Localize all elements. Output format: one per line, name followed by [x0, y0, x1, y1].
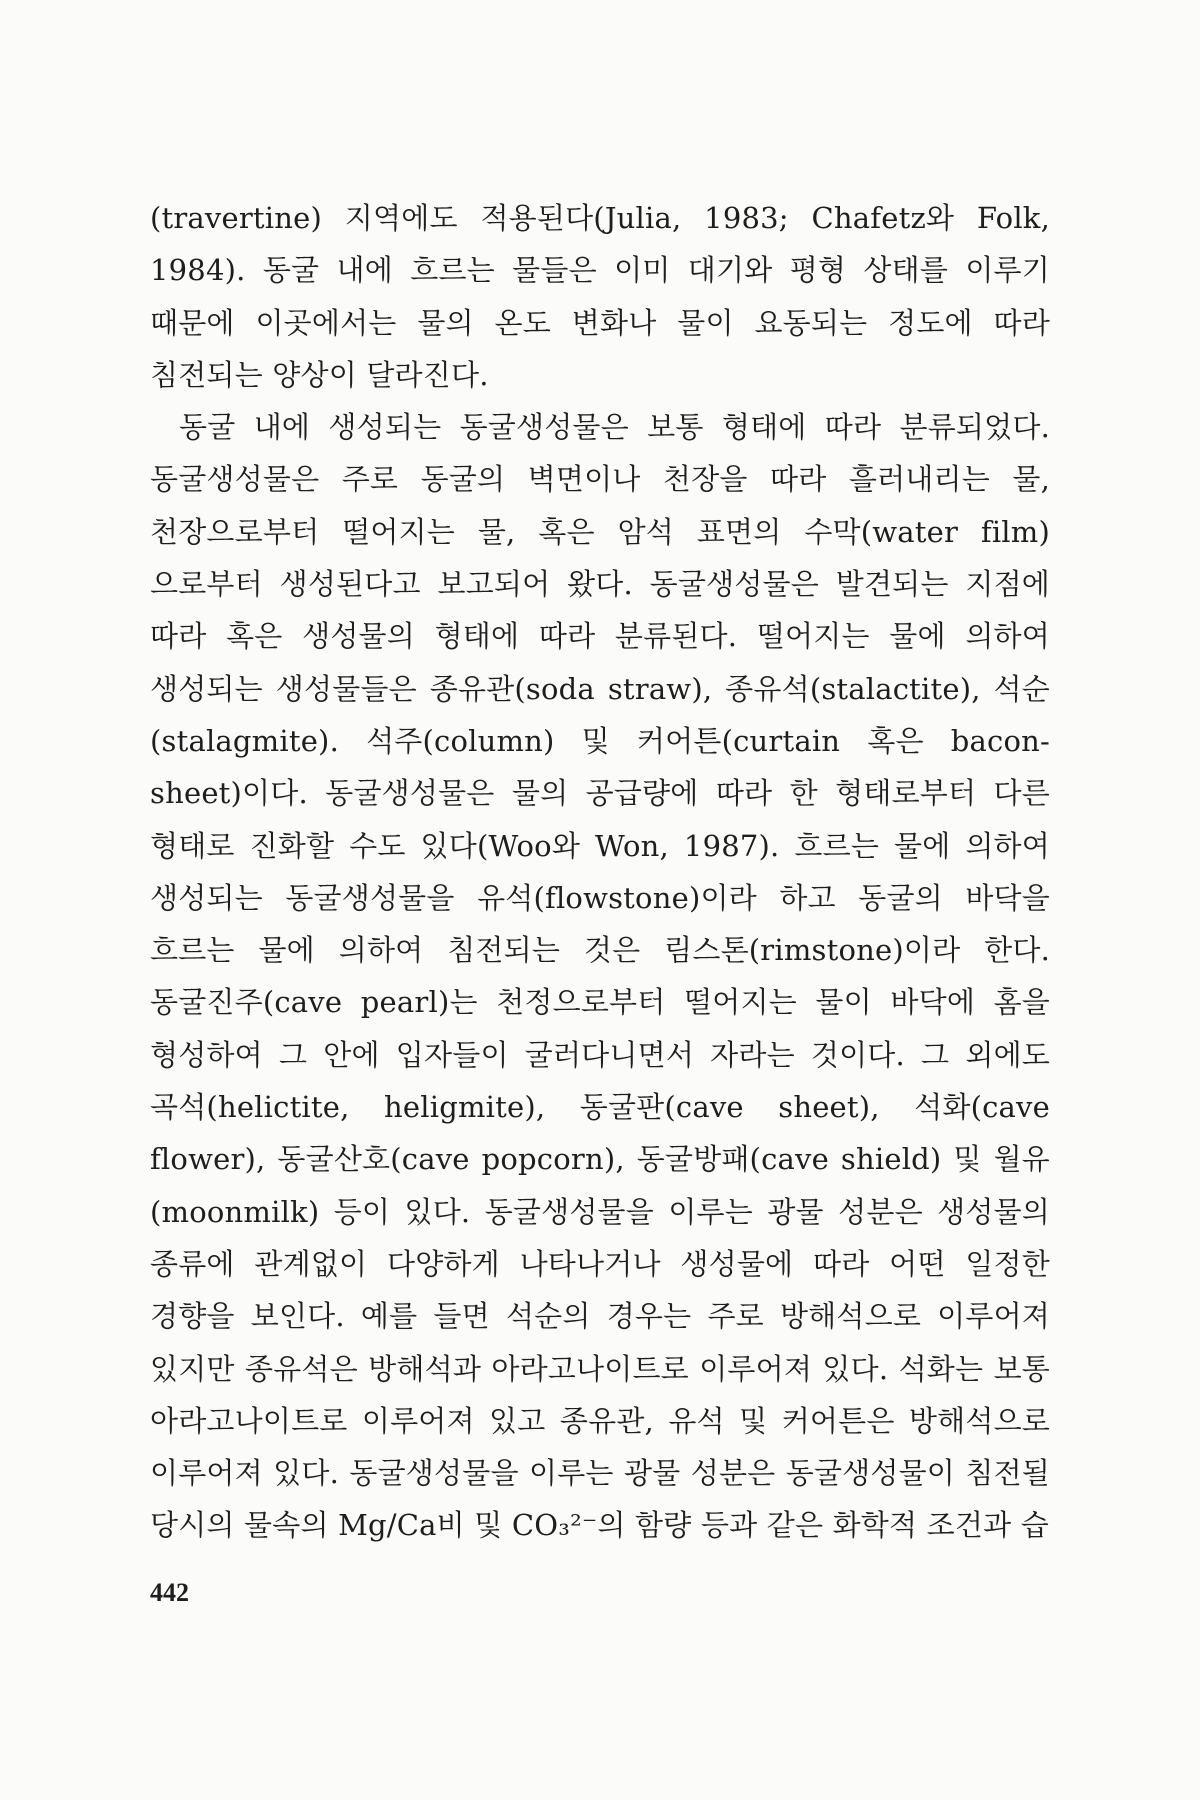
- page-number: 442: [150, 1578, 189, 1607]
- paragraph-continued: (travertine) 지역에도 적용된다(Julia, 1983; Chafetz와 Folk, 1984). 동굴 내에 흐르는 물들은 이미 대기와 평형 상태를 이루기 때문에 이곳에서는 물의 온도 변화나 물이 요동되는 정도에 따라 침전되는 양상이 달라진다.: [150, 201, 1050, 392]
- body-text: [150, 192, 1050, 1552]
- paragraph-speleothems: 동굴 내에 생성되는 동굴생성물은 보통 형태에 따라 분류되었다. 동굴생성물은 주로 동굴의 벽면이나 천장을 따라 흘러내리는 물, 천장으로부터 떨어지는 물, 혹은 암석 표면의 수막(water film)으로부터 생성된다고 보고되어 왔다. 동굴생성물은 발견되는 지점에 따라 혹은 생성물의 형태에 따라 분류된다. 떨어지는 물에 의하여 생성되는 생성물들은 종유관(soda straw), 종유석(stalactite), 석순(stalagmite). 석주(column) 및 커어튼(curtain 혹은 bacon-sheet)이다. 동굴생성물은 물의 공급량에 따라 한 형태로부터 다른 형태로 진화할 수도 있다(Woo와 Won, 1987). 흐르는 물에 의하여 생성되는 동굴생성물을 유석(flowstone)이라 하고 동굴의 바닥을 흐르는 물에 의하여 침전되는 것은 림스톤(rimstone)이라 한다. 동굴진주(cave pearl)는 천정으로부터 떨어지는 물이 바닥에 홈을 형성하여 그 안에 입자들이 굴러다니면서 자라는 것이다. 그 외에도 곡석(helictite, heligmite), 동굴판(cave sheet), 석화(cave flower), 동굴산호(cave popcorn), 동굴방패(cave shield) 및 월유(moonmilk) 등이 있다. 동굴생성물을 이루는 광물 성분은 생성물의 종류에 관계없이 다양하게 나타나거나 생성물에 따라 어떤 일정한 경향을 보인다. 예를 들면 석순의 경우는 주로 방해석으로 이루어져 있지만 종유석은 방해석과 아라고나이트로 이루어져 있다. 석화는 보통 아라고나이트로 이루어져 있고 종유관, 유석 및 커어튼은 방해석으로 이루어져 있다. 동굴생성물을 이루는 광물 성분은 동굴생성물이 침전될 당시의 물속의 Mg/Ca비 및 CO₃²⁻의 함량 등과 같은 화학적 조건과 습: [150, 410, 1050, 1543]
